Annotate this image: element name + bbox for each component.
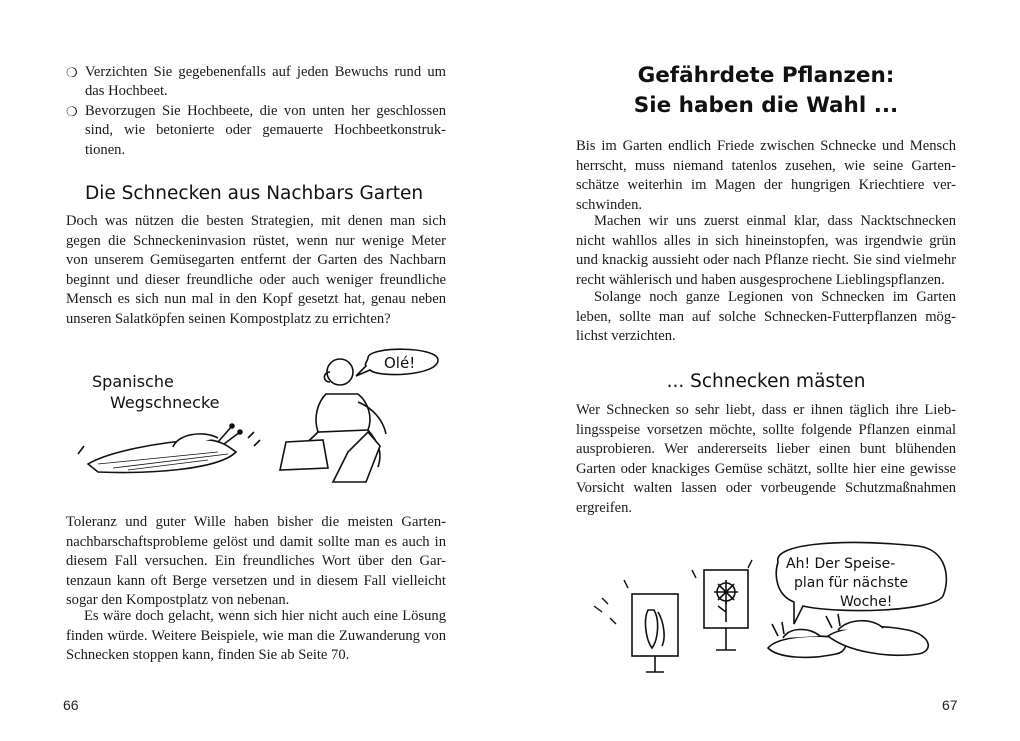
list-item: [66, 63, 446, 102]
speech-bubble: [776, 543, 946, 624]
speech-bubble: [356, 349, 438, 376]
bullet-list: [66, 63, 446, 160]
page-title: Gefährdete Pflanzen: Sie haben die Wahl ...: [633, 63, 899, 118]
right-page: [510, 0, 1020, 741]
paragraph: Machen wir uns zuerst einmal klar, dass Nacktschnecken nicht wahllos alles in sich hineinstopfen, was irgendwie grün und knackig aussieht oder nach Pflanze riecht. Sie sind vielmehr recht wählerisch und haben ausgesprochene Lieblingspflanzen.: [576, 213, 956, 288]
plant-sign-icon: [704, 570, 748, 650]
paragraph: Bis im Garten endlich Friede zwischen Schnecke und Mensch herrscht, muss niemand tatenlos zusehen, wie seine Garten-schätze weiterhin im Magen der hungrigen Kriechtiere ver-schwinden.: [576, 138, 956, 213]
speech-text: Ah! Der Speise-: [786, 556, 896, 572]
page-number: 67: [942, 697, 958, 713]
section-heading: Die Schnecken aus Nachbars Garten: [85, 183, 424, 204]
circle-bullet-icon: ❍: [66, 103, 78, 119]
speech-text: plan für nächste: [794, 575, 909, 591]
bullet-text: Bevorzugen Sie Hochbeete, die von unten her geschlossen sind, wie betonierte oder gemauerte Hochbeetkonstruk-tionen.: [85, 102, 446, 158]
circle-bullet-icon: ❍: [66, 65, 78, 80]
cartoon-label: Spanische: [92, 372, 174, 391]
paragraph: Es wäre doch gelacht, wenn sich hier nicht auch eine Lösung finden würde. Weitere Beispiele, wie man die Zuwanderung von Schnecken stoppen kann, finden Sie ab Seite 70.: [66, 608, 446, 664]
slug-icon: [78, 424, 260, 472]
plant-sign-icon: [632, 594, 678, 672]
page-number: 66: [63, 697, 79, 713]
paragraph: Toleranz und guter Wille haben bisher die meisten Garten-nachbarschaftsprobleme gelöst und damit sollte man es auch in diesem Fall versuchen. Ein freundliches Wort über den Gar-tenzaun kann oft Berge versetzen und in diesem Fall vielleicht sogar den Kompostplatz von nebenan.: [66, 514, 446, 609]
section-heading: ... Schnecken mästen: [666, 371, 866, 392]
paragraph: Doch was nützen die besten Strategien, mit denen man sich gegen die Schneckeninvasion rüstet, wenn nur wenige Meter von unserem Gemüsegarten entfernt der Garten des Nachbarn beginnt und dieser freundliche oder auch weniger freundliche Mensch es sich nun mal in den Kopf gesetzt hat, genau neben unseren Salatköpfen seinen Kompostplatz zu errichten?: [66, 213, 446, 327]
bullet-text: Verzichten Sie gegebenenfalls auf jeden Bewuchs rund um das Hochbeet.: [85, 64, 446, 100]
list-item: [66, 102, 446, 160]
cartoon-illustration: [588, 540, 958, 675]
cartoon-label: Wegschnecke: [110, 393, 220, 412]
speech-text: Woche!: [840, 594, 893, 610]
gardener-figure-icon: [280, 359, 386, 482]
paragraph: Wer Schnecken so sehr liebt, dass er ihnen täglich ihre Lieb-lingsspeise vorsetzen möchte, sollte folgende Pflanzen einmal ausprobieren. Wer andererseits lieber einen bunt blühenden Garten oder knackiges Gemüse schätzt, sollte hier eine gewisse Vorsicht walten lassen oder vorbeugende Schutzmaßnahmen ergreifen.: [576, 402, 956, 516]
speech-text: Olé!: [384, 354, 416, 372]
cartoon-illustration: [68, 342, 448, 492]
paragraph: Solange noch ganze Legionen von Schnecken im Garten leben, sollte man auf solche Schnecken-Futterpflanzen mög-lichst verzichten.: [576, 289, 956, 345]
